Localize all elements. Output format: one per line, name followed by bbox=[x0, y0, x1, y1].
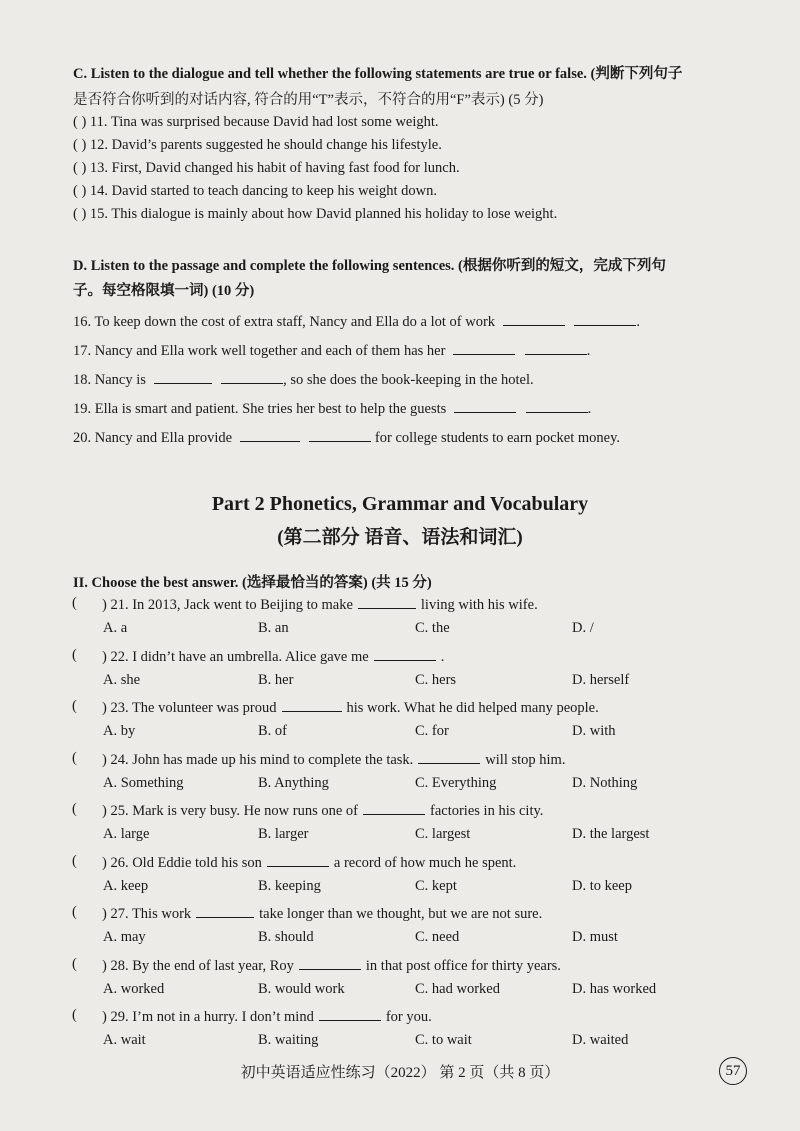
question-stem-end: . bbox=[440, 648, 445, 665]
question-25 bbox=[102, 801, 543, 820]
sentence-19-text: 19. Ella is smart and patient. She tries her best to help the guests bbox=[73, 401, 447, 417]
option-a[interactable]: A. keep bbox=[103, 877, 149, 894]
question-29 bbox=[102, 1007, 432, 1026]
blank-16a[interactable] bbox=[503, 312, 565, 326]
page-footer: 初中英语适应性练习（2022） 第 2 页（共 8 页） bbox=[240, 1065, 560, 1081]
question-stem: ) 25. Mark is very busy. He now runs one of bbox=[102, 803, 358, 819]
question-stem: ) 26. Old Eddie told his son bbox=[102, 854, 262, 871]
answer-blank[interactable] bbox=[363, 801, 425, 815]
sentence-20-text: 20. Nancy and Ella provide bbox=[73, 430, 233, 446]
blank-18b[interactable] bbox=[221, 370, 283, 384]
option-b[interactable]: B. keeping bbox=[258, 877, 321, 894]
section-d-heading-line2: 子。每空格限填一词) (10 分) bbox=[73, 283, 255, 299]
sentence-17 bbox=[73, 341, 590, 360]
statement-14: ( ) 14. David started to teach dancing to keep his weight down. bbox=[73, 183, 438, 199]
option-c[interactable]: C. Everything bbox=[415, 774, 497, 791]
answer-blank[interactable] bbox=[196, 904, 254, 918]
sentence-16 bbox=[73, 312, 640, 331]
option-c[interactable]: C. hers bbox=[415, 671, 457, 688]
option-b[interactable]: B. her bbox=[258, 671, 294, 688]
option-b[interactable]: B. Anything bbox=[258, 774, 329, 791]
section-c-heading-line1: C. Listen to the dialogue and tell whether the following statements are true or false. (判断下列句子 bbox=[73, 66, 683, 82]
option-d[interactable]: D. to keep bbox=[572, 877, 632, 894]
option-b[interactable]: B. waiting bbox=[258, 1032, 319, 1048]
question-stem: ) 22. I didn’t have an umbrella. Alice gave me bbox=[102, 648, 369, 665]
statement-11: ( ) 11. Tina was surprised because David had lost some weight. bbox=[73, 114, 439, 130]
option-a[interactable]: A. by bbox=[103, 723, 136, 739]
question-22 bbox=[102, 647, 444, 666]
answer-paren[interactable]: ( bbox=[72, 749, 77, 766]
option-d[interactable]: D. herself bbox=[572, 671, 630, 688]
question-stem-end: take longer than we thought, but we are not sure. bbox=[259, 906, 543, 922]
option-a[interactable]: A. may bbox=[103, 929, 146, 945]
section-ii-heading: II. Choose the best answer. (选择最恰当的答案) (共 15 分) bbox=[73, 575, 432, 591]
part-2-subtitle: (第二部分 语音、语法和词汇) bbox=[277, 527, 523, 548]
question-stem-end: living with his wife. bbox=[420, 597, 538, 613]
question-stem: ) 28. By the end of last year, Roy bbox=[102, 957, 294, 974]
statement-12: ( ) 12. David’s parents suggested he should change his lifestyle. bbox=[73, 137, 442, 153]
question-stem-end: a record of how much he spent. bbox=[333, 854, 517, 871]
option-c[interactable]: C. need bbox=[415, 929, 460, 945]
question-stem-end: his work. What he did helped many people. bbox=[346, 700, 599, 716]
answer-blank[interactable] bbox=[319, 1007, 381, 1021]
answer-paren[interactable]: ( bbox=[72, 595, 77, 611]
question-21 bbox=[102, 595, 538, 614]
option-d[interactable]: D. has worked bbox=[572, 980, 657, 997]
question-stem: ) 24. John has made up his mind to complete the task. bbox=[102, 751, 414, 768]
blank-20b[interactable] bbox=[309, 428, 371, 442]
answer-blank[interactable] bbox=[374, 647, 436, 661]
answer-blank[interactable] bbox=[358, 595, 416, 609]
answer-blank[interactable] bbox=[299, 956, 361, 970]
blank-16b[interactable] bbox=[574, 312, 636, 326]
option-a[interactable]: A. a bbox=[103, 620, 128, 636]
sentence-17-text: 17. Nancy and Ella work well together and each of them has her bbox=[73, 343, 446, 359]
sentence-17-end: . bbox=[586, 343, 591, 359]
sentence-18 bbox=[73, 370, 534, 389]
page-number-badge: 57 bbox=[719, 1057, 747, 1085]
option-b[interactable]: B. should bbox=[258, 929, 314, 945]
option-d[interactable]: D. / bbox=[572, 620, 594, 636]
option-a[interactable]: A. she bbox=[103, 671, 141, 688]
question-23 bbox=[102, 698, 599, 717]
sentence-19-end: . bbox=[587, 401, 592, 417]
option-d[interactable]: D. the largest bbox=[572, 826, 650, 842]
question-stem-end: will stop him. bbox=[485, 751, 566, 768]
question-stem: ) 23. The volunteer was proud bbox=[102, 700, 277, 716]
section-c-heading-line2: 是否符合你听到的对话内容, 符合的用“T”表示，不符合的用“F”表示) (5 分) bbox=[73, 92, 544, 108]
option-a[interactable]: A. Something bbox=[103, 774, 184, 791]
statement-15: ( ) 15. This dialogue is mainly about how David planned his holiday to lose weight. bbox=[73, 206, 558, 222]
option-c[interactable]: C. the bbox=[415, 620, 450, 636]
option-b[interactable]: B. larger bbox=[258, 826, 309, 842]
question-28 bbox=[102, 956, 561, 975]
answer-paren[interactable]: ( bbox=[72, 1007, 77, 1023]
option-d[interactable]: D. must bbox=[572, 929, 618, 945]
section-d-heading-line1: D. Listen to the passage and complete the following sentences. (根据你听到的短文，完成下列句 bbox=[73, 258, 666, 274]
question-27 bbox=[102, 904, 542, 923]
blank-19b[interactable] bbox=[526, 399, 588, 413]
question-stem: ) 21. In 2013, Jack went to Beijing to make bbox=[102, 597, 353, 613]
option-d[interactable]: D. Nothing bbox=[572, 774, 638, 791]
option-b[interactable]: B. of bbox=[258, 723, 287, 739]
blank-18a[interactable] bbox=[154, 370, 212, 384]
answer-blank[interactable] bbox=[418, 750, 480, 764]
blank-17a[interactable] bbox=[453, 341, 515, 355]
sentence-20 bbox=[73, 428, 620, 447]
sentence-18-text: 18. Nancy is bbox=[73, 372, 146, 388]
option-d[interactable]: D. waited bbox=[572, 1032, 629, 1048]
option-c[interactable]: C. largest bbox=[415, 826, 471, 842]
answer-paren[interactable]: ( bbox=[72, 646, 77, 663]
sentence-20-end: for college students to earn pocket money. bbox=[374, 430, 620, 446]
question-26 bbox=[102, 853, 516, 872]
option-b[interactable]: B. an bbox=[258, 620, 289, 636]
option-c[interactable]: C. kept bbox=[415, 877, 457, 894]
question-stem-end: for you. bbox=[385, 1009, 432, 1025]
answer-blank[interactable] bbox=[282, 698, 342, 712]
sentence-16-text: 16. To keep down the cost of extra staff, Nancy and Ella do a lot of work bbox=[73, 314, 496, 330]
question-stem: ) 29. I’m not in a hurry. I don’t mind bbox=[102, 1009, 314, 1025]
option-c[interactable]: C. to wait bbox=[415, 1032, 472, 1048]
option-a[interactable]: A. large bbox=[103, 826, 150, 842]
sentence-18-end: , so she does the book-keeping in the hotel. bbox=[283, 372, 534, 388]
question-24 bbox=[102, 750, 565, 769]
option-a[interactable]: A. wait bbox=[103, 1032, 146, 1048]
part-2-title: Part 2 Phonetics, Grammar and Vocabulary bbox=[211, 493, 589, 515]
option-b[interactable]: B. would work bbox=[258, 980, 345, 997]
sentence-19 bbox=[73, 399, 591, 418]
blank-20a[interactable] bbox=[240, 428, 300, 442]
answer-paren[interactable]: ( bbox=[72, 955, 77, 972]
statement-13: ( ) 13. First, David changed his habit of having fast food for lunch. bbox=[73, 160, 460, 176]
option-d[interactable]: D. with bbox=[572, 723, 616, 739]
question-stem-end: in that post office for thirty years. bbox=[365, 957, 561, 974]
blank-19a[interactable] bbox=[454, 399, 516, 413]
question-stem-end: factories in his city. bbox=[430, 803, 544, 819]
answer-blank[interactable] bbox=[267, 853, 329, 867]
answer-paren[interactable]: ( bbox=[72, 904, 77, 920]
option-c[interactable]: C. had worked bbox=[415, 980, 500, 997]
option-c[interactable]: C. for bbox=[415, 723, 449, 739]
option-a[interactable]: A. worked bbox=[103, 980, 165, 997]
blank-17b[interactable] bbox=[525, 341, 587, 355]
answer-paren[interactable]: ( bbox=[72, 698, 77, 714]
question-stem: ) 27. This work bbox=[102, 906, 192, 922]
answer-paren[interactable]: ( bbox=[72, 852, 77, 869]
answer-paren[interactable]: ( bbox=[72, 801, 77, 817]
sentence-16-end: . bbox=[636, 314, 640, 330]
